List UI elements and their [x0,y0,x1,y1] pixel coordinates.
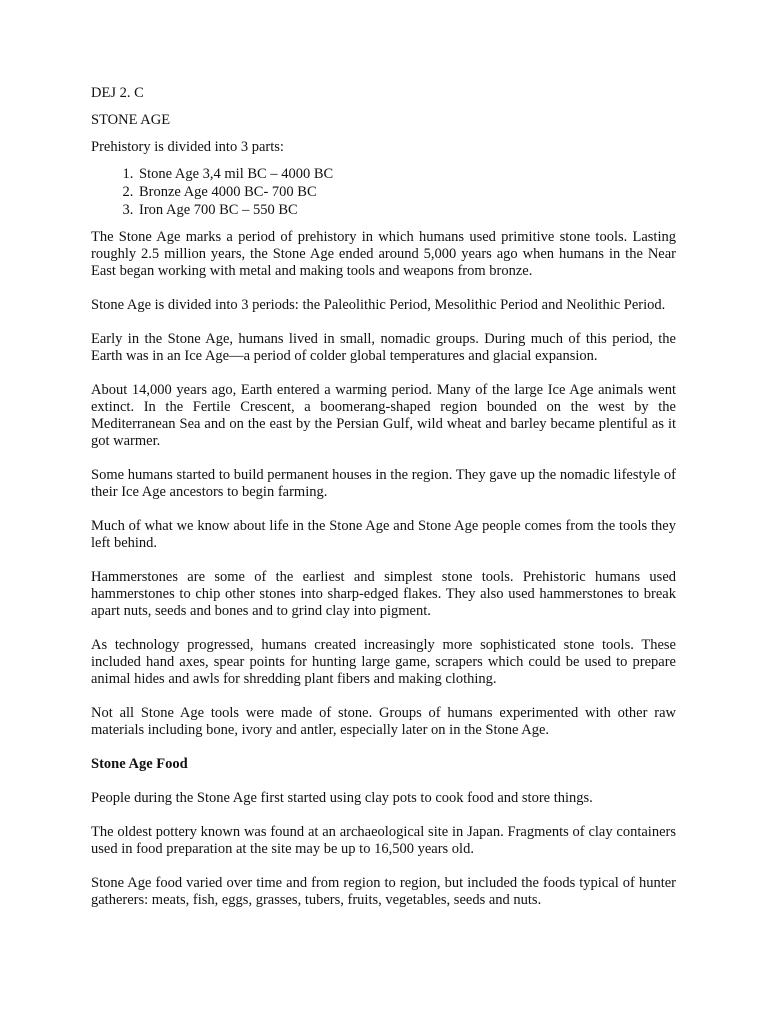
prehistory-parts-list [91,165,676,219]
paragraph: Not all Stone Age tools were made of stone. Groups of humans experimented with other raw materials including bone, ivory and antler, especially later on in the Stone Age. [91,705,676,738]
paragraph: The oldest pottery known was found at an archaeological site in Japan. Fragments of clay containers used in food preparation at the site may be up to 16,500 years old. [91,824,676,857]
doc-header: DEJ 2. C [91,85,144,101]
paragraph: As technology progressed, humans created increasingly more sophisticated stone tools. These included hand axes, spear points for hunting large game, scrapers which could be used to prepare animal hides and awls for shredding plant fibers and making clothing. [91,637,676,687]
list-item: 3. Iron Age 700 BC – 550 BC [137,201,676,219]
paragraph: People during the Stone Age first started using clay pots to cook food and store things. [91,790,593,806]
doc-title: STONE AGE [91,112,171,128]
list-item: 1. Stone Age 3,4 mil BC – 4000 BC [137,165,676,183]
intro-text: Prehistory is divided into 3 parts: [91,139,284,155]
paragraph: Stone Age food varied over time and from region to region, but included the foods typical of hunter gatherers: meats, fish, eggs, grasses, tubers, fruits, vegetables, seeds and nuts. [91,875,676,908]
paragraph: Much of what we know about life in the Stone Age and Stone Age people comes from the tools they left behind. [91,518,676,551]
paragraph: About 14,000 years ago, Earth entered a warming period. Many of the large Ice Age animals went extinct. In the Fertile Crescent, a boomerang-shaped region bounded on the west by the Mediterranean Sea and on the east by the Persian Gulf, wild wheat and barley became plentiful as it got warmer. [91,382,676,449]
section-heading: Stone Age Food [91,756,188,772]
paragraph: Hammerstones are some of the earliest and simplest stone tools. Prehistoric humans used hammerstones to chip other stones into sharp-edged flakes. They also used hammerstones to break apart nuts, seeds and bones and to grind clay into pigment. [91,569,676,619]
list-item: 2. Bronze Age 4000 BC- 700 BC [137,183,676,201]
document-page [91,85,676,926]
paragraph: Stone Age is divided into 3 periods: the Paleolithic Period, Mesolithic Period and Neolithic Period. [91,297,666,313]
paragraph: Some humans started to build permanent houses in the region. They gave up the nomadic lifestyle of their Ice Age ancestors to begin farming. [91,467,676,500]
paragraph: The Stone Age marks a period of prehistory in which humans used primitive stone tools. Lasting roughly 2.5 million years, the Stone Age ended around 5,000 years ago when humans in the Near East began working with metal and making tools and weapons from bronze. [91,229,676,279]
paragraph: Early in the Stone Age, humans lived in small, nomadic groups. During much of this period, the Earth was in an Ice Age—a period of colder global temperatures and glacial expansion. [91,331,676,364]
